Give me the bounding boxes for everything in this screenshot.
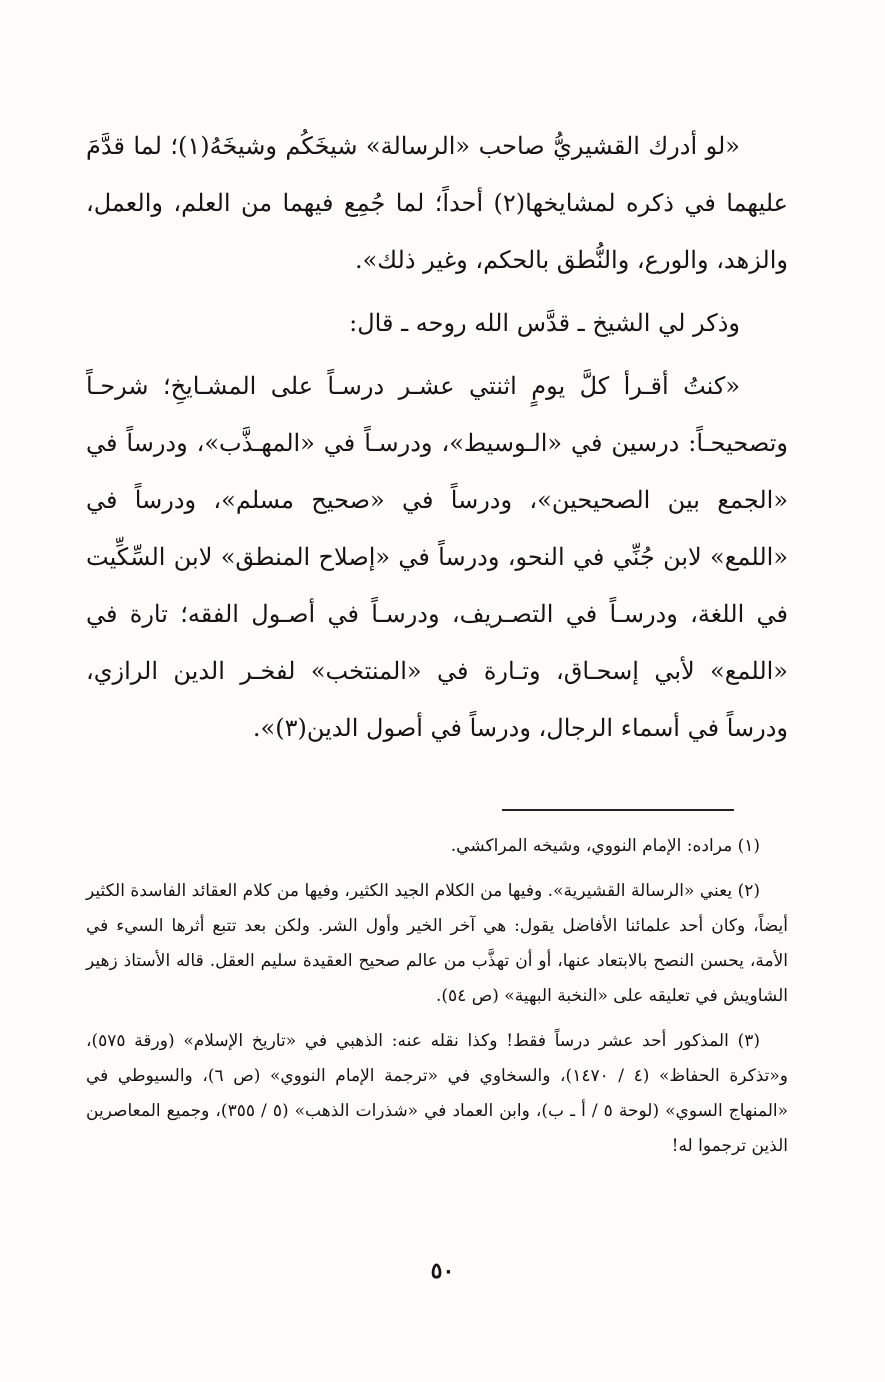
book-page [86,118,788,1174]
main-text [86,118,788,757]
footnote-divider [502,809,734,811]
footnote-3: (٣) المذكور أحد عشر درساً فقط! وكذا نقله عنه: الذهبي في «تاريخ الإسلام» (ورقة ٥٧٥)، و«تذكرة الحفاظ» (٤ / ١٤٧٠)، والسخاوي في «ترجمة الإمام النووي» (ص ٦)، والسيوطي في «المنهاج السوي» (لوحة ٥ / أ ـ ب)، وابن العماد في «شذرات الذهب» (٥ / ٣٥٥)، وجميع المعاصرين الذين ترجموا له! [86,1031,789,1156]
footnote-2: (٢) يعني «الرسالة القشيرية». وفيها من الكلام الجيد الكثير، وفيها من كلام العقائد الفاسدة الكثير أيضاً، وكان أحد علمائنا الأفاضل يقول: هي آخر الخير وأول الشر. ولكن بعد تتبع أثرها السيء في الأمة، يحسن النصح بالابتعاد عنها، أو أن تهذَّب من عالم صحيح العقيدة سليم العقل. قاله الأستاذ زهير الشاويش في تعليقه على «النخبة البهية» (ص ٥٤). [86,881,788,1006]
paragraph-shaykh-said: وذكر لي الشيخ ـ قدَّس الله روحه ـ قال: [349,309,740,337]
paragraph-quote-qushayri: «لو أدرك القشيريُّ صاحب «الرسالة» شيخَكُم وشيخَهُ(١)؛ لما قدَّمَ عليهما في ذكره لمشايخها(٢) أحداً؛ لما جُمِع فيهما من العلم، والعمل، والزهد، والورع، والنُّطق بالحكم، وغير ذلك». [86,132,789,274]
footnotes [86,829,788,1164]
page-number: ٥٠ [430,1258,455,1284]
paragraph-daily-lessons: «كنتُ أقـرأ كلَّ يومٍ اثنتي عشـر درسـاً على المشـايخِ؛ شرحـاً وتصحيحـاً: درسين في «الـوسيط»، ودرسـاً في «المهـذَّب»، ودرساً في «الجمع بين الصحيحين»، ودرساً في «صحيح مسلم»، ودرساً في «اللمع» لابن جُنِّي في النحو، ودرساً في «إصلاح المنطق» لابن السِّكِّيت في اللغة، ودرسـاً في التصـريف، ودرسـاً في أصـول الفقه؛ تارة في «اللمع» لأبي إسحـاق، وتـارة في «المنتخب» لفخـر الدين الرازي، ودرساً في أسماء الرجال، ودرساً في أصول الدين(٣)». [86,372,788,742]
footnote-1: (١) مراده: الإمام النووي، وشيخه المراكشي. [450,836,760,856]
